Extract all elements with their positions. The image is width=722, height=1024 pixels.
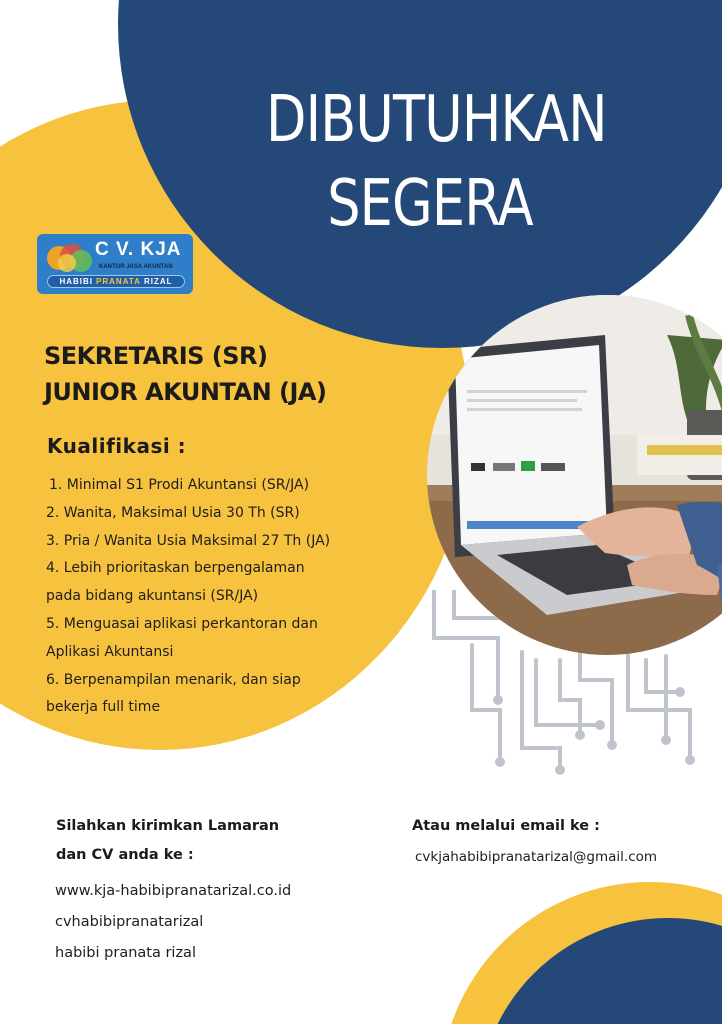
qualification-line: 2. Wanita, Maksimal Usia 30 Th (SR) — [46, 504, 300, 521]
email-address[interactable]: cvkjahabibipranatarizal@gmail.com — [415, 849, 658, 865]
qualification-line: bekerja full time — [46, 699, 161, 716]
qualification-line: 5. Menguasai aplikasi perkantoran dan — [46, 615, 318, 632]
job-positions — [44, 338, 326, 410]
headline-line-1: DIBUTUHKAN — [266, 83, 607, 157]
qualification-line: 1. Minimal S1 Prodi Akuntansi (SR/JA) — [49, 477, 310, 493]
qualifications-title: Kualifikasi : — [47, 434, 187, 458]
email-label: Atau melalui email ke : — [412, 818, 600, 834]
contact-list — [55, 876, 291, 969]
logo-tagline-part-3: RIZAL — [143, 277, 173, 286]
apply-instructions — [56, 812, 279, 870]
logo-tagline — [47, 275, 185, 288]
logo-rings-icon — [45, 241, 95, 275]
apply-label-line-2: dan CV anda ke : — [56, 847, 194, 863]
qualification-line: 3. Pria / Wanita Usia Maksimal 27 Th (JA) — [46, 532, 331, 549]
qualification-line: Aplikasi Akuntansi — [46, 643, 174, 660]
qualifications-list — [46, 472, 426, 722]
position-junior-accountant: JUNIOR AKUNTAN (JA) — [44, 378, 327, 406]
logo-tagline-part-1: HABIBI — [59, 277, 94, 286]
logo-title: C V. KJA — [95, 239, 182, 260]
logo-subtitle: KANTOR JASA AKUNTAN — [99, 264, 173, 270]
qualification-line: pada bidang akuntansi (SR/JA) — [46, 588, 259, 605]
company-logo — [37, 234, 193, 294]
logo-tagline-part-2: PRANATA — [96, 277, 141, 286]
website-link[interactable]: www.kja-habibipranatarizal.co.id — [55, 883, 292, 899]
apply-label-line-1: Silahkan kirimkan Lamaran — [56, 818, 280, 834]
headline — [266, 78, 607, 246]
qualification-line: 6. Berpenampilan menarik, dan siap — [46, 671, 301, 688]
headline-line-2: SEGERA — [327, 167, 533, 241]
qualification-line: 4. Lebih prioritaskan berpengalaman — [46, 560, 305, 577]
social-handle: cvhabibipranatarizal — [55, 914, 204, 930]
position-secretary: SEKRETARIS (SR) — [44, 342, 268, 370]
contact-name: habibi pranata rizal — [55, 945, 196, 961]
